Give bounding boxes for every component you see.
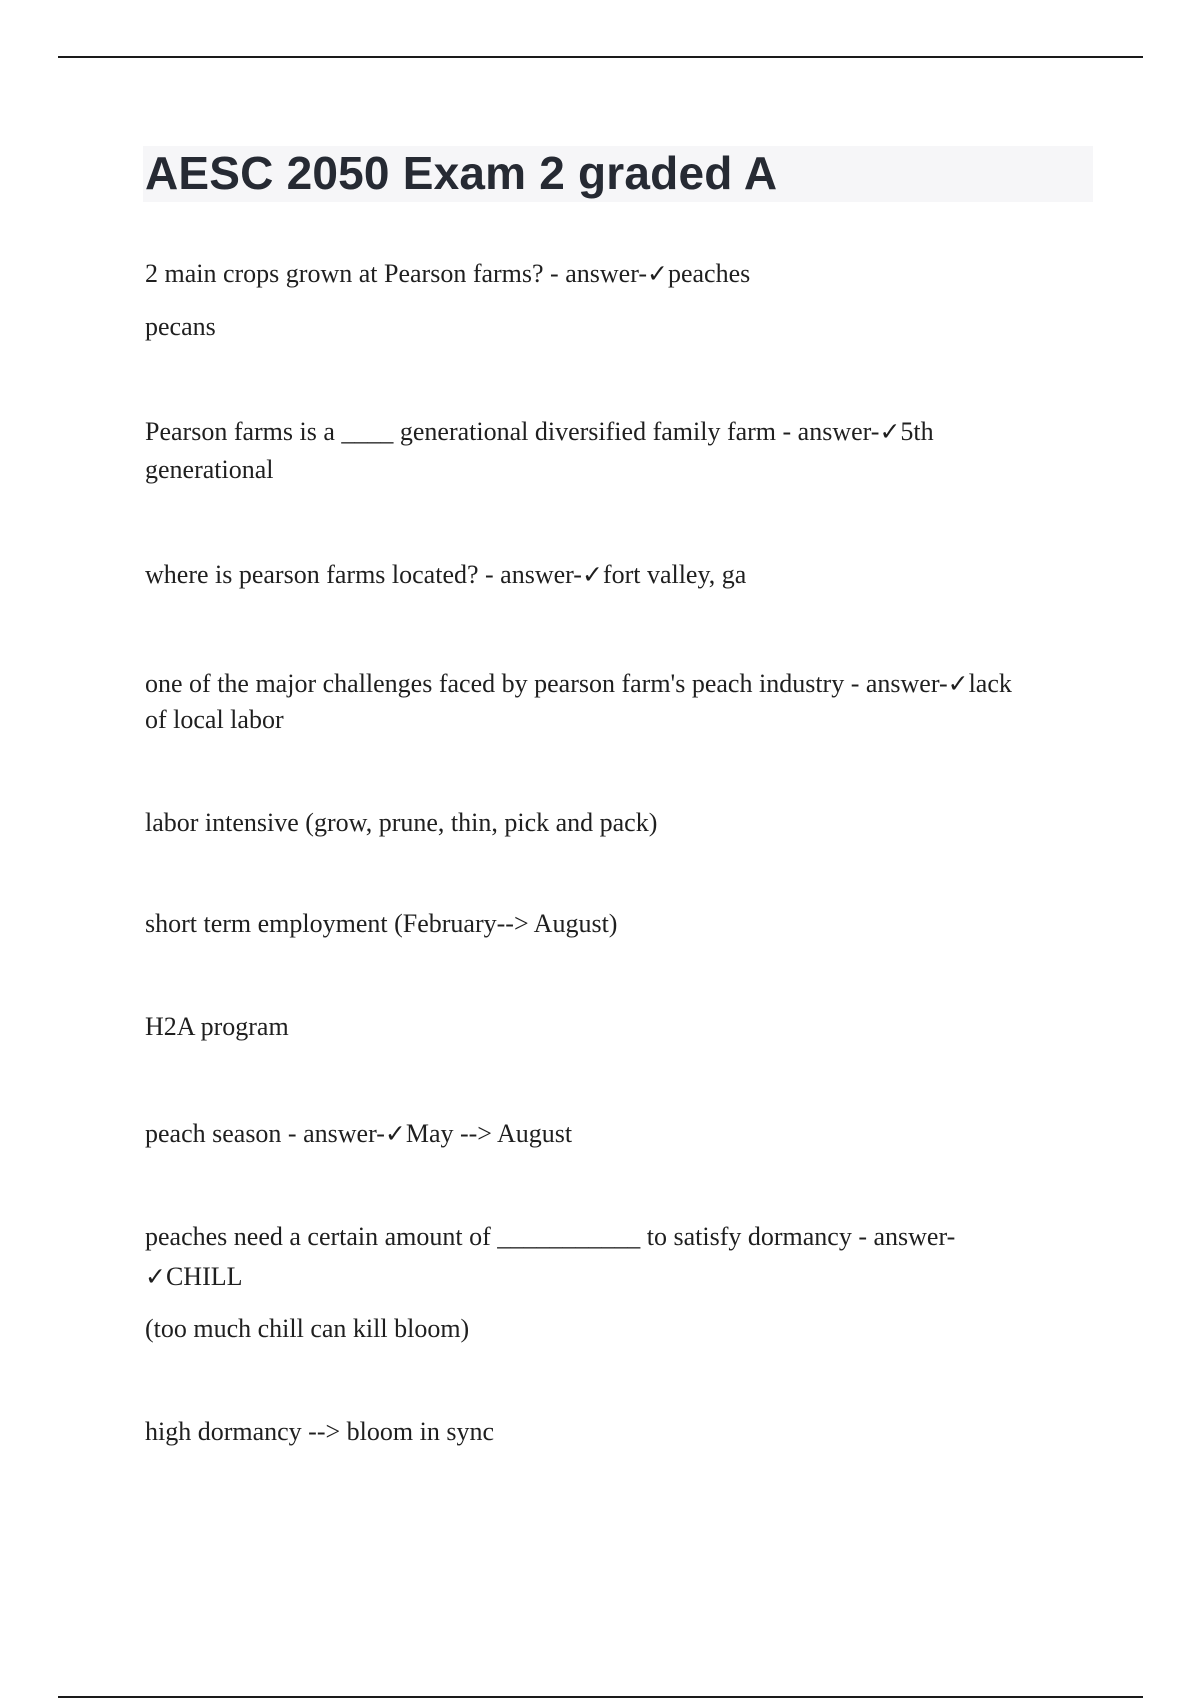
checkmark-icon: ✓ xyxy=(581,560,603,589)
qa-line xyxy=(145,905,617,943)
checkmark-icon: ✓ xyxy=(879,417,901,446)
answer-text: short term employment (February--> August) xyxy=(145,909,618,938)
answer-text: pecans xyxy=(145,312,216,341)
qa-line xyxy=(145,1008,289,1046)
answer-text: peaches xyxy=(667,259,751,288)
checkmark-icon: ✓ xyxy=(145,1262,166,1291)
bottom-rule xyxy=(58,1696,1143,1698)
checkmark-icon: ✓ xyxy=(647,259,668,288)
answer-text: (too much chill can kill bloom) xyxy=(145,1314,470,1343)
qa-line xyxy=(145,451,274,489)
qa-line xyxy=(145,804,657,842)
qa-line xyxy=(145,701,284,739)
qa-line xyxy=(145,1258,243,1296)
answer-text: generational xyxy=(145,455,274,484)
qa-line xyxy=(145,665,1012,703)
qa-line xyxy=(145,308,216,346)
qa-line xyxy=(145,413,934,451)
question-text: where is pearson farms located? - answer- xyxy=(145,560,582,589)
answer-text: lack xyxy=(968,669,1012,698)
answer-text: 5th xyxy=(900,417,934,446)
answer-text: labor intensive (grow, prune, thin, pick and pack) xyxy=(145,808,658,837)
qa-line xyxy=(145,556,746,594)
qa-line xyxy=(145,1115,572,1153)
answer-text: of local labor xyxy=(145,705,284,734)
qa-line xyxy=(145,255,750,293)
qa-line xyxy=(145,1218,955,1256)
checkmark-icon: ✓ xyxy=(947,669,969,698)
qa-line xyxy=(145,1413,494,1451)
answer-text: H2A program xyxy=(145,1012,289,1041)
question-text: peaches need a certain amount of ___________ to satisfy dormancy - answer- xyxy=(145,1222,956,1251)
checkmark-icon: ✓ xyxy=(384,1119,406,1148)
question-text: one of the major challenges faced by pearson farm's peach industry - answer- xyxy=(145,669,948,698)
question-text: peach season - answer- xyxy=(145,1119,385,1148)
question-text: Pearson farms is a ____ generational diversified family farm - answer- xyxy=(145,417,880,446)
answer-text: CHILL xyxy=(165,1262,243,1291)
document-title: AESC 2050 Exam 2 graded A xyxy=(145,147,778,199)
top-rule xyxy=(58,56,1143,58)
answer-text: May --> August xyxy=(405,1119,573,1148)
answer-text: fort valley, ga xyxy=(602,560,747,589)
answer-text: high dormancy --> bloom in sync xyxy=(145,1417,494,1446)
question-text: 2 main crops grown at Pearson farms? - answer- xyxy=(145,259,647,288)
qa-line xyxy=(145,1310,469,1348)
